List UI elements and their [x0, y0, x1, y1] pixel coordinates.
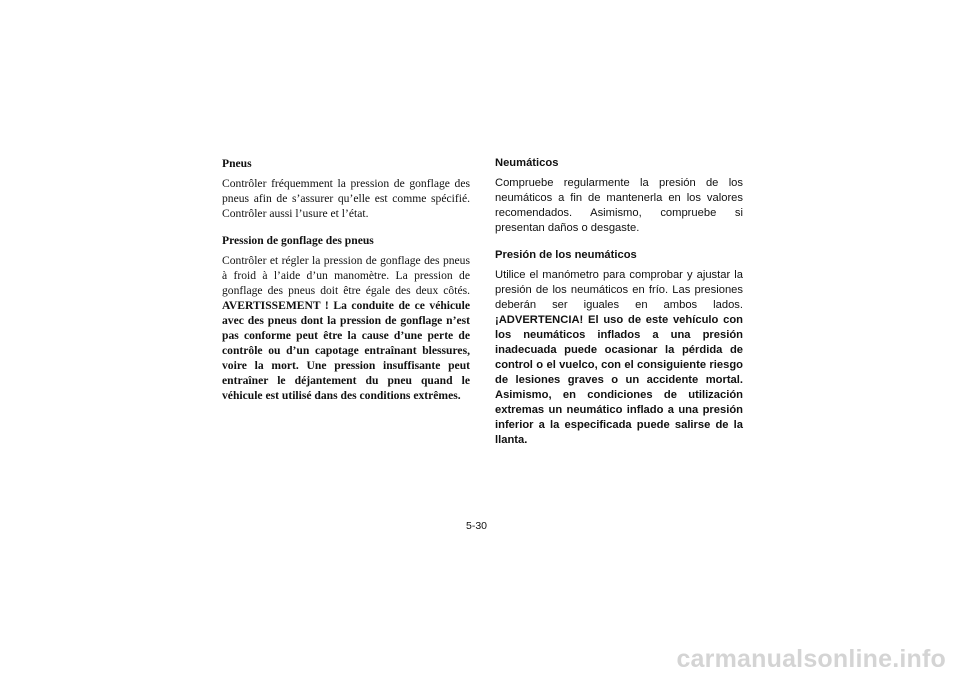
- french-heading-tires: Pneus: [222, 157, 252, 170]
- watermark[interactable]: carmanualsonline.info: [676, 645, 946, 673]
- french-warning: AVERTISSEMENT ! La conduite de ce véhicule avec des pneus dont la pression de gonflage n’est pas conforme peut être la cause d’une perte de contrôle ou d’un capotage entraînant blessures, voire la mort. Une pression insuffisante peut entraîner le déjantement du pneu quand le véhicule est utilisé dans des conditions extrêmes.: [222, 299, 470, 402]
- french-pressure-text: Contrôler et régler la pression de gonflage des pneus à froid à l’aide d’un manomètre. La pression de gonflage des pneus doit être égale des deux côtés.: [222, 254, 470, 297]
- spanish-column: [495, 156, 743, 448]
- french-heading-pressure: Pression de gonflage des pneus: [222, 234, 374, 247]
- french-paragraph-pressure: [222, 253, 470, 403]
- spanish-paragraph-pressure: [495, 268, 743, 448]
- french-column: [222, 156, 470, 403]
- spanish-heading-pressure: Presión de los neumáticos: [495, 249, 637, 261]
- page-number: 5-30: [466, 520, 488, 532]
- spanish-paragraph-tires: Compruebe regularmente la presión de los neumáticos a fin de mantenerla en los valores recomendados. Asimismo, compruebe si presentan daños o desgaste.: [495, 177, 743, 234]
- spanish-warning: ¡ADVERTENCIA! El uso de este vehículo con los neumáticos inflados a una presión inadecuada puede ocasionar la pérdida de control o el vuelco, con el consiguiente riesgo de lesiones graves o un accidente mortal. Asimismo, en condiciones de utilización extremas un neumático inflado a una presión inferior a la especificada puede salirse de la llanta.: [495, 314, 743, 446]
- french-paragraph-tires: Contrôler fréquemment la pression de gonflage des pneus afin de s’assurer qu’elle est comme spécifié. Contrôler aussi l’usure et l’état.: [222, 177, 470, 220]
- spanish-heading-tires: Neumáticos: [495, 157, 559, 169]
- spanish-pressure-text: Utilice el manómetro para comprobar y ajustar la presión de los neumáticos en frío. Las presiones deberán ser iguales en ambos lados.: [495, 269, 743, 311]
